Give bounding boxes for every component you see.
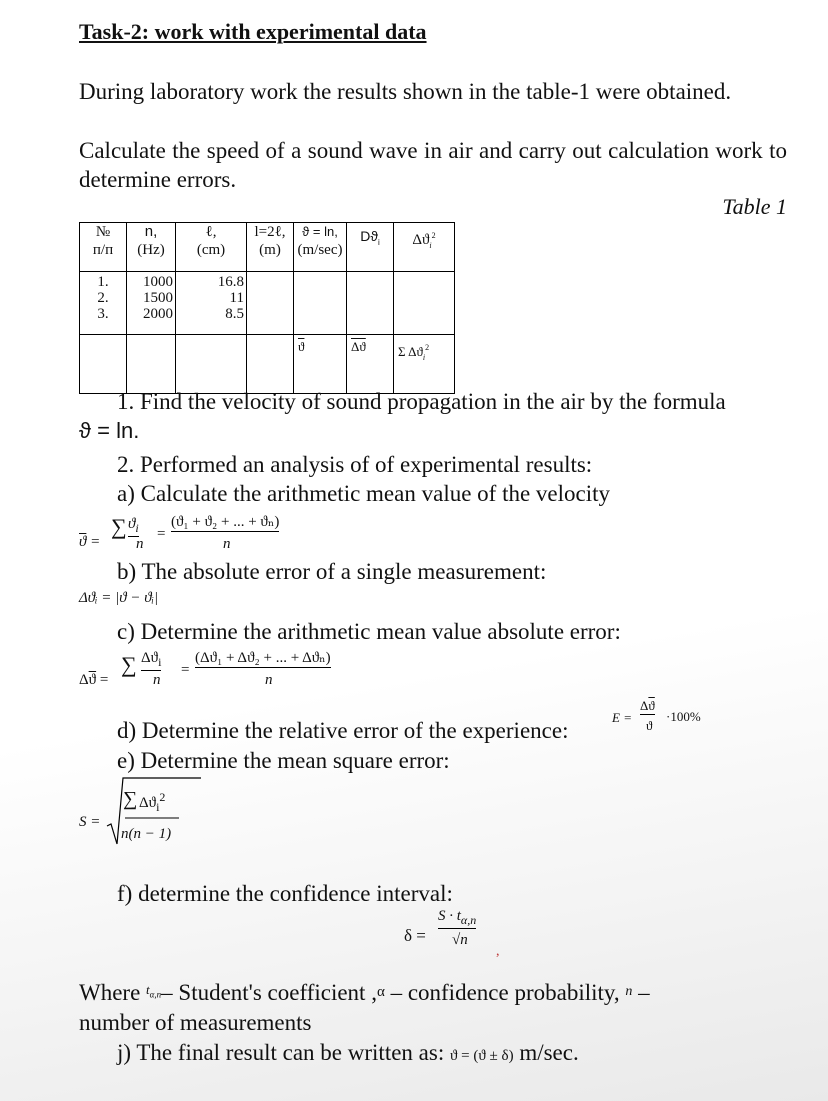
length-3: 8.5: [225, 306, 244, 322]
mean-rhs-numerator: (ϑ₁ + ϑ₂ + ... + ϑₙ): [171, 514, 280, 530]
mean-abs-rhs-denominator: n: [265, 672, 273, 688]
sum-dv2-cell: Σ $\Delta ϑ_i^2$: [394, 335, 455, 394]
mean-numerator: $ϑ_i$: [128, 516, 139, 535]
index-1: 1.: [97, 274, 109, 290]
final-formula: ϑ = (ϑ ± δ): [449, 1048, 514, 1064]
length-1: 16.8: [217, 274, 244, 290]
header-freq-bottom: (Hz): [137, 242, 165, 258]
mean-abs-lhs: $\Delta\overline{ϑ}$ =: [79, 672, 109, 688]
rel-denominator: ϑ: [646, 718, 653, 733]
where-dash: –: [638, 980, 650, 1005]
sum-sign-icon: ∑: [111, 514, 127, 539]
sum-mean-cell: [294, 335, 347, 394]
velocity-cell: [294, 272, 347, 335]
t-symbol: t: [146, 982, 150, 997]
mean-abs-numerator: $\Delta ϑ_i$: [141, 650, 162, 669]
sum-mean-label: $\overline{ϑ}$: [298, 339, 305, 354]
index-3: 3.: [97, 306, 109, 322]
conf-numerator: [438, 908, 476, 929]
index-cell: [80, 272, 127, 335]
length-2: 11: [229, 290, 244, 306]
header-velocity: [294, 223, 347, 272]
mean-formula: [79, 512, 309, 560]
step-1-formula: [79, 418, 139, 444]
final-line: [117, 1038, 579, 1071]
step-a-text: a) Calculate the arithmetic mean value of the velocity: [117, 481, 611, 506]
mean-denominator: n: [136, 536, 144, 552]
step-e-text: e) Determine the mean square error:: [117, 748, 450, 773]
n-symbol: n: [625, 984, 633, 999]
sum-dmean-label: $\overline{\Delta ϑ}$: [351, 339, 366, 354]
delta-cell: [347, 272, 394, 335]
header-delta-sq-label: $\Delta ϑ_i^2$: [412, 231, 436, 250]
mean-square-formula: [79, 776, 199, 848]
sum-empty-3: [176, 335, 247, 394]
mean-abs-formula: [79, 648, 379, 696]
step-c-text: c) Determine the arithmetic mean value absolute error:: [117, 619, 621, 644]
mean-abs-eq: =: [181, 662, 190, 678]
rel-numerator: $\Delta\overline{ϑ}$: [640, 698, 655, 713]
mean-abs-rhs-numerator: (Δϑ₁ + Δϑ₂ + ... + Δϑₙ): [195, 650, 331, 666]
abs-error-formula: Δϑᵢ = |ϑ − ϑᵢ|: [79, 590, 159, 606]
header-delta-sq: [394, 223, 455, 272]
conf-comma: ,: [496, 944, 500, 959]
table-data-row: [80, 272, 455, 335]
sq-numerator: $\Delta ϑ_i^2$: [139, 790, 166, 814]
header-length-top: ℓ,: [205, 224, 217, 240]
sum-dv2-label: Σ Δϑ: [398, 344, 423, 359]
data-table: [79, 222, 455, 394]
sum-empty-4: [247, 335, 294, 394]
rel-percent: ·100%: [666, 709, 701, 724]
confidence-prob-text: – confidence probability,: [390, 980, 620, 1005]
header-delta-sub: i: [378, 237, 380, 247]
sum-empty-2: [127, 335, 176, 394]
header-delta-sq-text: Δϑ: [412, 232, 430, 248]
header-L: [247, 223, 294, 272]
header-L-bottom: (m): [259, 242, 281, 258]
sq-denominator: n(n − 1): [121, 826, 172, 842]
conf-num-text: S · t: [438, 908, 461, 924]
where-line: [79, 975, 789, 1010]
student-coef-text: – Student's coefficient ,: [161, 980, 377, 1005]
freq-2: 1500: [143, 290, 173, 306]
student-coef-symbol: [146, 982, 162, 1000]
mean-abs-denominator: n: [153, 672, 161, 688]
table-summary-row: [80, 335, 455, 394]
header-index-bottom: п/п: [92, 242, 114, 258]
intro-paragraph-2: Calculate the speed of a sound wave in air and carry out calculation work to determine errors.: [79, 138, 787, 192]
sum-sign-icon-3: ∑: [123, 788, 138, 810]
index-2: 2.: [97, 290, 109, 306]
conf-denominator: √n: [452, 932, 468, 948]
page-title: Task-2: work with experimental data: [79, 19, 427, 44]
length-cell: [176, 272, 247, 335]
step-f-text: f) determine the confidence interval:: [117, 881, 453, 906]
sum-dmean-cell: [347, 335, 394, 394]
header-velocity-top: ϑ = ln,: [302, 224, 338, 239]
header-delta: [347, 223, 394, 272]
mean-rhs-denominator: n: [223, 536, 231, 552]
where-label: Where: [79, 980, 141, 1005]
step-2-text: 2. Performed an analysis of of experimental results:: [117, 452, 593, 477]
header-freq-top: n,: [144, 223, 158, 240]
mean-lhs: $\overline{ϑ}$ =: [79, 534, 101, 550]
relative-error-formula: [612, 698, 722, 742]
header-delta-label: [347, 223, 393, 252]
sum-sign-icon-2: ∑: [121, 652, 137, 677]
header-length-bottom: (cm): [196, 242, 226, 258]
sum-empty-1: [80, 335, 127, 394]
intro-paragraph-1: During laboratory work the results shown in the table-1 were obtained.: [79, 79, 732, 104]
confidence-formula: [404, 906, 504, 966]
where-line-2: number of measurements: [79, 1010, 312, 1035]
header-freq: [127, 223, 176, 272]
step-1-formula-text: ϑ = ln.: [79, 418, 140, 443]
delta-sq-cell: [394, 272, 455, 335]
header-delta-text: Dϑ: [360, 228, 378, 244]
mean-eq: =: [157, 526, 166, 542]
rel-lhs: E =: [612, 710, 632, 725]
alpha-symbol: α: [376, 984, 385, 1000]
freq-3: 2000: [143, 306, 173, 322]
header-length: [176, 223, 247, 272]
final-text: j) The final result can be written as:: [117, 1040, 445, 1065]
header-velocity-bottom: (m/sec): [297, 242, 343, 258]
table-header-row: [80, 223, 455, 272]
t-sub: α,n: [149, 989, 162, 1000]
L-cell: [247, 272, 294, 335]
freq-1: 1000: [143, 274, 173, 290]
step-1-text: 1. Find the velocity of sound propagation in the air by the formula: [117, 389, 726, 414]
sq-lhs: S =: [79, 814, 101, 830]
step-b-text: b) The absolute error of a single measurement:: [117, 559, 547, 584]
header-index-top: №: [95, 224, 111, 240]
step-d-text: d) Determine the relative error of the experience:: [117, 718, 569, 743]
table-caption: Table 1: [722, 194, 787, 219]
conf-num-sub: α,n: [460, 913, 477, 927]
conf-lhs: δ =: [404, 926, 426, 945]
final-unit: m/sec.: [519, 1040, 579, 1065]
freq-cell: [127, 272, 176, 335]
header-L-top: l=2ℓ,: [254, 224, 286, 240]
header-index: [80, 223, 127, 272]
